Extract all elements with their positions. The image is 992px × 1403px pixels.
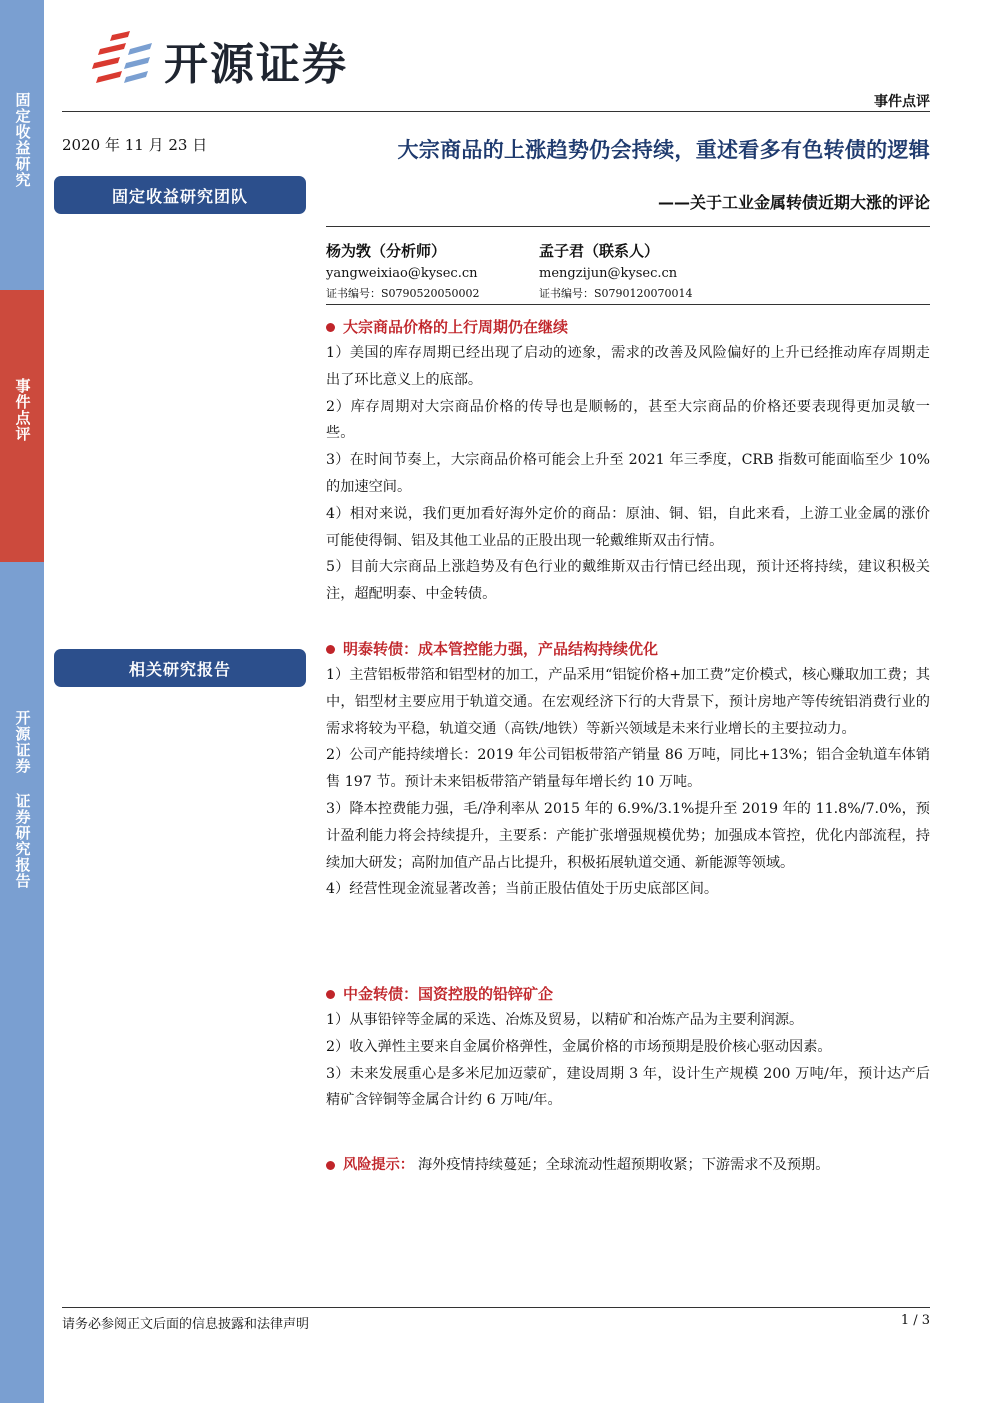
paragraph: 4）相对来说，我们更加看好海外定价的商品：原油、铜、铝，自此来看，上游工业金属的涨价可能使得铜、铝及其他工业品的正股出现一轮戴维斯双击行情。 xyxy=(326,505,930,549)
author-contact xyxy=(539,240,693,301)
section-commodity-cycle xyxy=(326,314,930,608)
bullet-icon xyxy=(326,323,335,332)
section-heading: 中金转债：国资控股的铅锌矿企 xyxy=(343,985,554,1003)
header-divider xyxy=(62,111,930,112)
author-cert: 证书编号：S0790520050002 xyxy=(326,287,480,300)
title-divider xyxy=(326,226,930,227)
paragraph: 1）从事铅锌等金属的采选、冶炼及贸易，以精矿和冶炼产品为主要利润源。 xyxy=(326,1012,804,1028)
author-cert: 证书编号：S0790120070014 xyxy=(539,287,693,300)
author-email: yangweixiao@kysec.cn xyxy=(326,266,478,281)
paragraph: 3）未来发展重心是多米尼加迈蒙矿，建设周期 3 年，设计生产规模 200 万吨/年，预计达产后精矿含锌铜等金属合计约 6 万吨/年。 xyxy=(326,1065,930,1109)
paragraph: 2）公司产能持续增长：2019 年公司铝板带箔产销量 86 万吨，同比+13%；铝合金轨道车体销售 197 节。预计未来铝板带箔产销量每年增长约 10 万吨。 xyxy=(326,747,930,791)
report-title: 大宗商品的上涨趋势仍会持续，重述看多有色转债的逻辑 xyxy=(397,138,930,162)
sidebar-section-fixed-income: 固定收益研究 xyxy=(0,0,44,290)
report-date: 2020 年 11 月 23 日 xyxy=(62,136,208,154)
bullet-icon xyxy=(326,645,335,654)
paragraph: 4）经营性现金流显著改善；当前正股估值处于历史底部区间。 xyxy=(326,881,719,898)
section-zhongjin xyxy=(326,981,930,1114)
related-reports-label: 相关研究报告 xyxy=(54,649,306,687)
bullet-icon xyxy=(326,990,335,999)
team-label: 固定收益研究团队 xyxy=(54,176,306,214)
author-analyst xyxy=(326,240,480,301)
report-subtitle: ——关于工业金属转债近期大涨的评论 xyxy=(657,193,930,212)
logo-mark-icon xyxy=(90,31,154,89)
section-heading: 大宗商品价格的上行周期仍在继续 xyxy=(343,318,569,336)
paragraph: 1）美国的库存周期已经出现了启动的迹象，需求的改善及风险偏好的上升已经推动库存周期走出了环比意义上的底部。 xyxy=(326,345,930,388)
paragraph: 3）在时间节奏上，大宗商品价格可能会上升至 2021 年三季度，CRB 指数可能面临至少 10%的加速空间。 xyxy=(326,452,930,495)
author-name: 孟子君（联系人） xyxy=(539,242,660,260)
logo-wordmark: 开源证券 xyxy=(164,39,348,90)
risk-warning xyxy=(326,1152,930,1178)
paragraph: 3）降本控费能力强，毛/净利率从 2015 年的 6.9%/3.1%提升至 2019 年的 11.8%/7.0%，预计盈利能力将会持续提升，主要系：产能扩张增强规模优势；加强成本管控，优化内部流程，持续加大研发；高附加值产品占比提升，积极拓展轨道交通、新能源等领域。 xyxy=(326,800,930,871)
author-name: 杨为敩（分析师） xyxy=(326,242,447,260)
author-email: mengzijun@kysec.cn xyxy=(539,266,678,281)
page-number: 1 / 3 xyxy=(900,1313,930,1328)
bullet-icon xyxy=(326,1161,335,1170)
footer-divider xyxy=(62,1307,930,1308)
footer-disclaimer: 请务必参阅正文后面的信息披露和法律声明 xyxy=(62,1317,310,1332)
paragraph: 5）目前大宗商品上涨趋势及有色行业的戴维斯双击行情已经出现，预计还将持续，建议积极关注，超配明泰、中金转债。 xyxy=(326,559,930,603)
paragraph: 1）主营铝板带箔和铝型材的加工，产品采用“铝锭价格+加工费”定价模式，核心赚取加工费；其中，铝型材主要应用于轨道交通。在宏观经济下行的大背景下，预计房地产等传统铝消费行业的需求将较为平稳，轨道交通（高铁/地铁）等新兴领域是未来行业增长的主要拉动力。 xyxy=(326,667,930,737)
paragraph: 2）收入弹性主要来自金属价格弹性，金属价格的市场预期是股价核心驱动因素。 xyxy=(326,1038,832,1055)
risk-text: 海外疫情持续蔓延；全球流动性超预期收紧；下游需求不及预期。 xyxy=(417,1157,830,1173)
sidebar-section-brand: 开源证券 证券研究报告 xyxy=(0,562,44,1403)
company-logo xyxy=(90,28,348,92)
section-mingtai xyxy=(326,636,930,903)
sidebar-section-event-review: 事件点评 xyxy=(0,290,44,562)
author-divider xyxy=(326,304,930,305)
paragraph: 2）库存周期对大宗商品价格的传导也是顺畅的，甚至大宗商品的价格还要表现得更加灵敏一些。 xyxy=(326,398,930,442)
section-heading: 明泰转债：成本管控能力强，产品结构持续优化 xyxy=(343,640,659,658)
document-type: 事件点评 xyxy=(874,94,930,110)
risk-label: 风险提示： xyxy=(343,1157,414,1173)
